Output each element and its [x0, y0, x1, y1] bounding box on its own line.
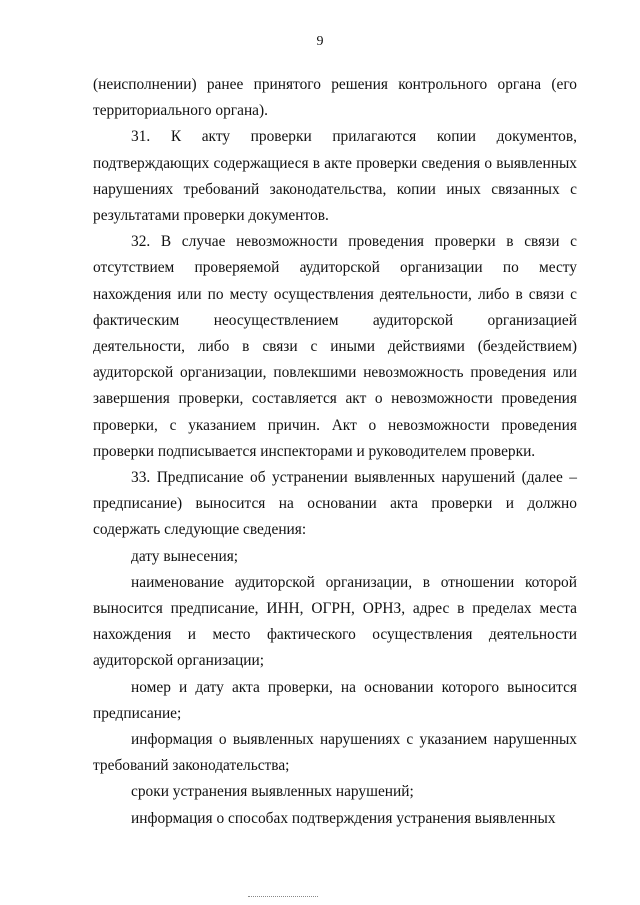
scan-artifact-line [248, 896, 318, 899]
page-number: 9 [316, 34, 324, 49]
paragraph-33-item-act: номер и дату акта проверки, на основании которого выносится предписание; [93, 678, 577, 722]
paragraph-33-item-confirmation: информация о способах подтверждения устранения выявленных [131, 809, 556, 827]
paragraph-32: 32. В случае невозможности проведения проверки в связи с отсутствием проверяемой аудиторской организации по месту нахождения или по месту осуществления деятельности, либо в связи с фактическим неосуществлением аудиторской организацией деятельности, либо в связи с иными действиями (бездействием) аудиторской организации, повлекшими невозможность проведения или завершения проверки, составляется акт о невозможности проведения проверки, с указанием причин. Акт о невозможности проведения проверки подписывается инспекторами и руководителем проверки. [93, 233, 577, 460]
paragraph-33-item-date: дату вынесения; [131, 547, 239, 565]
document-body [93, 72, 577, 832]
paragraph-31: 31. К акту проверки прилагаются копии документов, подтверждающих содержащиеся в акте проверки сведения о выявленных нарушениях требований законодательства, копии иных связанных с результатами проверки документов. [93, 128, 577, 225]
paragraph-33-item-deadlines: сроки устранения выявленных нарушений; [131, 783, 414, 801]
paragraph-continuation: (неисполнении) ранее принятого решения контрольного органа (его территориального органа). [93, 76, 577, 120]
paragraph-33-item-organization: наименование аудиторской организации, в отношении которой выносится предписание, ИНН, ОГРН, ОРНЗ, адрес в пределах места нахождения и место фактического осуществления деятельности аудиторской организации; [93, 573, 577, 670]
paragraph-33-item-violations: информация о выявленных нарушениях с указанием нарушенных требований законодательства; [93, 731, 577, 775]
paragraph-33: 33. Предписание об устранении выявленных нарушений (далее – предписание) выносится на основании акта проверки и должно содержать следующие сведения: [93, 469, 577, 539]
